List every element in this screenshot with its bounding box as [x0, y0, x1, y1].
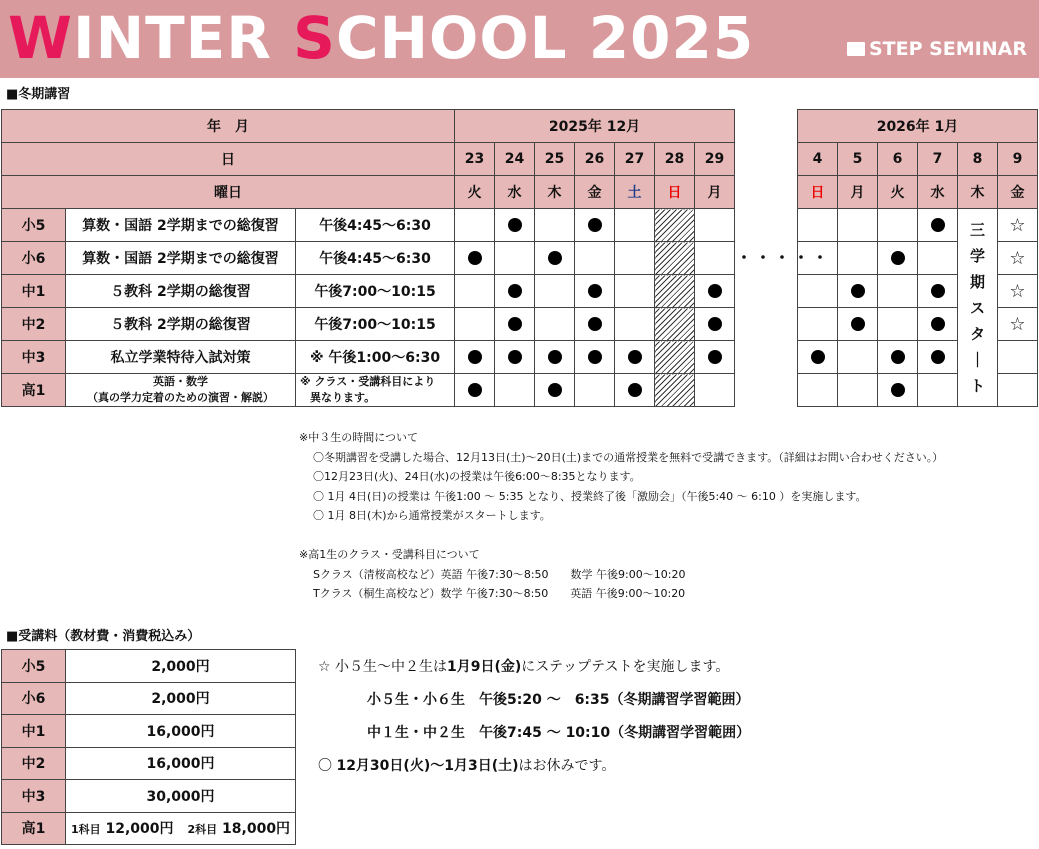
class-dot	[468, 350, 482, 364]
day-cell: 25	[535, 143, 575, 176]
info-holiday: 〇 12月30日(火)～1月3日(土)はお休みです。	[318, 758, 616, 774]
schedule-row-c3	[2, 341, 735, 374]
class-dot	[891, 251, 905, 265]
class-dot	[851, 317, 865, 331]
content-cell: 私立学業特待入試対策	[66, 341, 296, 374]
class-dot	[468, 251, 482, 265]
weekday-cell: 火	[878, 176, 918, 209]
weekday-cell: 水	[918, 176, 958, 209]
weekday-cell-sunday: 日	[655, 176, 695, 209]
class-dot	[851, 284, 865, 298]
closed-day-cell	[655, 341, 695, 374]
fee-amount: 1科目 12,000円 2科目 18,000円	[66, 812, 296, 845]
class-dot	[508, 218, 522, 232]
fee-amount: 16,000円	[66, 747, 296, 780]
header-day: 日	[2, 143, 455, 176]
day-cell: 29	[695, 143, 735, 176]
class-dot	[708, 317, 722, 331]
weekday-cell: 金	[998, 176, 1038, 209]
header-december: 2025年 12月	[455, 110, 735, 143]
closed-day-cell	[655, 209, 695, 242]
header-year-month: 年 月	[2, 110, 455, 143]
weekday-cell: 火	[455, 176, 495, 209]
closed-day-cell	[655, 374, 695, 407]
class-dot	[931, 350, 945, 364]
schedule-table-january	[797, 109, 1038, 407]
class-dot	[628, 350, 642, 364]
schedule-row-k1	[2, 374, 735, 407]
section-heading-fees: ■受講料（教材費・消費税込み）	[6, 629, 201, 644]
level-cell: 中1	[2, 275, 66, 308]
weekday-cell-saturday: 土	[615, 176, 655, 209]
fee-amount: 30,000円	[66, 780, 296, 813]
class-dot	[811, 350, 825, 364]
fee-row	[2, 682, 296, 715]
note-heading-c3: ※中３生の時間について	[299, 431, 418, 444]
banner-title: WINTER SCHOOL 2025	[8, 4, 755, 72]
content-cell: 算数・国語 2学期までの総復習	[66, 242, 296, 275]
class-dot	[508, 317, 522, 331]
day-cell: 5	[838, 143, 878, 176]
fee-level: 中2	[2, 747, 66, 780]
class-dot	[468, 383, 482, 397]
content-cell: ５教科 2学期の総復習	[66, 308, 296, 341]
class-dot	[891, 350, 905, 364]
day-cell: 23	[455, 143, 495, 176]
level-cell: 小5	[2, 209, 66, 242]
weekday-cell: 金	[575, 176, 615, 209]
schedule-table-december	[1, 109, 735, 407]
time-cell: 午後4:45～6:30	[296, 209, 455, 242]
closed-day-cell	[655, 242, 695, 275]
time-cell: ※ 午後1:00～6:30	[296, 341, 455, 374]
brand-logo: STEP SEMINAR	[847, 38, 1027, 60]
class-dot	[628, 383, 642, 397]
day-cell: 7	[918, 143, 958, 176]
schedule-row-c1	[2, 275, 735, 308]
time-cell: ※ クラス・受講科目により 異なります。	[296, 374, 455, 407]
fee-row	[2, 715, 296, 748]
section-heading-winter-course: ■冬期講習	[6, 87, 71, 102]
closed-day-cell	[655, 275, 695, 308]
notes-block	[299, 428, 943, 604]
fee-row	[2, 747, 296, 780]
step-test-star: ☆	[998, 242, 1038, 275]
class-dot	[548, 383, 562, 397]
fee-table	[1, 649, 296, 845]
content-cell: 英語・数学 （真の学力定着のための演習・解説）	[66, 374, 296, 407]
class-dot	[588, 284, 602, 298]
class-dot	[708, 350, 722, 364]
fee-level: 中3	[2, 780, 66, 813]
schedule-row-s6	[2, 242, 735, 275]
class-dot	[708, 284, 722, 298]
class-dot	[931, 317, 945, 331]
weekday-cell: 木	[535, 176, 575, 209]
note-item: 〇 1月 4日(日)の授業は 午後1:00 ～ 5:35 となり、授業終了後「激励会」（午後5:40 ～ 6:10 ）を実施します。	[313, 489, 867, 503]
schedule-row-c2	[2, 308, 735, 341]
schedule-row-s5	[2, 209, 735, 242]
class-dot	[588, 218, 602, 232]
class-dot	[548, 251, 562, 265]
time-cell: 午後7:00～10:15	[296, 275, 455, 308]
fee-amount: 2,000円	[66, 650, 296, 683]
weekday-cell-sunday: 日	[798, 176, 838, 209]
closed-day-cell	[655, 308, 695, 341]
separator-dots: ・・・・・	[736, 248, 832, 267]
day-cell: 28	[655, 143, 695, 176]
fee-level: 小6	[2, 682, 66, 715]
class-dot	[588, 350, 602, 364]
weekday-cell: 月	[838, 176, 878, 209]
info-c1-c2-time: 中１生・中２生 午後7:45 ～ 10:10（冬期講習学習範囲）	[367, 725, 751, 741]
step-test-star: ☆	[998, 308, 1038, 341]
fee-row	[2, 812, 296, 845]
header-january: 2026年 1月	[798, 110, 1038, 143]
level-cell: 中2	[2, 308, 66, 341]
header-weekday: 曜日	[2, 176, 455, 209]
weekday-cell: 月	[695, 176, 735, 209]
logo-icon	[847, 42, 865, 56]
day-cell: 26	[575, 143, 615, 176]
step-test-star: ☆	[998, 209, 1038, 242]
note-item: 〇12月23日(火)、24日(水)の授業は午後6:00～8:35となります。	[313, 470, 641, 483]
day-cell: 4	[798, 143, 838, 176]
info-step-test: ☆ 小５生～中２生は1月9日(金)にステップテストを実施します。	[318, 659, 730, 675]
class-dot	[931, 218, 945, 232]
level-cell: 中3	[2, 341, 66, 374]
fee-amount: 16,000円	[66, 715, 296, 748]
term-start-note: 三 学 期 ス タ ｜ ト	[958, 209, 998, 407]
day-cell: 24	[495, 143, 535, 176]
time-cell: 午後7:00～10:15	[296, 308, 455, 341]
day-cell: 6	[878, 143, 918, 176]
content-cell: 算数・国語 2学期までの総復習	[66, 209, 296, 242]
weekday-cell: 水	[495, 176, 535, 209]
fee-amount: 2,000円	[66, 682, 296, 715]
level-cell: 高1	[2, 374, 66, 407]
note-item: 〇 1月 8日(木)から通常授業がスタートします。	[313, 509, 551, 522]
day-cell: 9	[998, 143, 1038, 176]
step-test-star: ☆	[998, 275, 1038, 308]
class-dot	[548, 350, 562, 364]
weekday-cell: 木	[958, 176, 998, 209]
class-dot	[508, 284, 522, 298]
time-cell: 午後4:45～6:30	[296, 242, 455, 275]
note-item: Tクラス（桐生高校など）数学 午後7:30～8:50 英語 午後9:00～10:20	[313, 587, 686, 600]
class-dot	[891, 383, 905, 397]
content-cell: ５教科 2学期の総復習	[66, 275, 296, 308]
day-cell: 8	[958, 143, 998, 176]
info-s5-s6-time: 小５生・小６生 午後5:20 ～ 6:35（冬期講習学習範囲）	[367, 692, 750, 708]
fee-level: 小5	[2, 650, 66, 683]
note-item: Sクラス（清桜高校など）英語 午後7:30～8:50 数学 午後9:00～10:20	[313, 567, 686, 581]
fee-row	[2, 650, 296, 683]
note-item: 〇冬期講習を受講した場合、12月13日(土)～20日(土)までの通常授業を無料で受講できます。（詳細はお問い合わせください。）	[313, 450, 944, 464]
fee-level: 高1	[2, 812, 66, 845]
class-dot	[508, 350, 522, 364]
class-dot	[588, 317, 602, 331]
level-cell: 小6	[2, 242, 66, 275]
header-banner	[0, 0, 1039, 78]
note-heading-k1: ※高1生のクラス・受講科目について	[299, 548, 480, 561]
fee-row	[2, 780, 296, 813]
fee-level: 中1	[2, 715, 66, 748]
class-dot	[931, 284, 945, 298]
day-cell: 27	[615, 143, 655, 176]
